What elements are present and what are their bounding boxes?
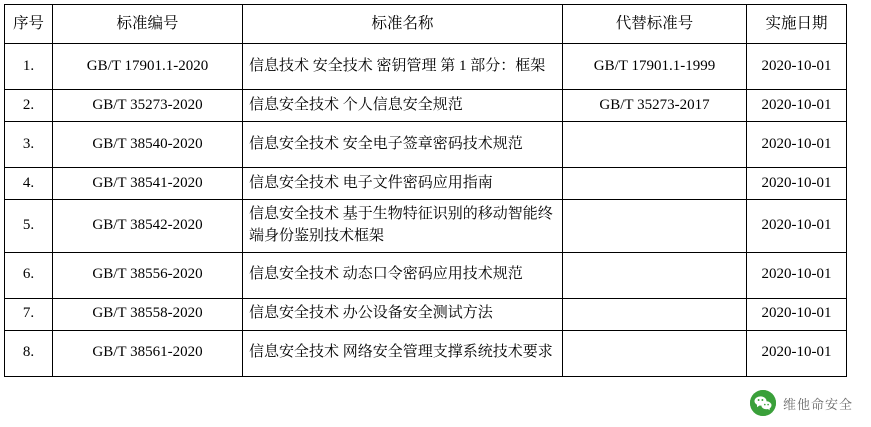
cell-replaced-standard xyxy=(563,298,747,330)
cell-seq: 4. xyxy=(5,168,53,200)
table-row xyxy=(5,298,847,330)
wechat-official-account-icon xyxy=(750,390,776,416)
table-row xyxy=(5,168,847,200)
cell-standard-name: 信息安全技术 动态口令密码应用技术规范 xyxy=(243,252,563,298)
cell-effective-date: 2020-10-01 xyxy=(747,90,847,122)
table-row xyxy=(5,330,847,376)
cell-seq: 3. xyxy=(5,122,53,168)
cell-effective-date: 2020-10-01 xyxy=(747,200,847,253)
cell-effective-date: 2020-10-01 xyxy=(747,330,847,376)
table-row xyxy=(5,200,847,253)
cell-standard-name: 信息安全技术 网络安全管理支撑系统技术要求 xyxy=(243,330,563,376)
cell-seq: 7. xyxy=(5,298,53,330)
cell-seq: 5. xyxy=(5,200,53,253)
cell-standard-name: 信息安全技术 安全电子签章密码技术规范 xyxy=(243,122,563,168)
cell-standard-code: GB/T 38541-2020 xyxy=(53,168,243,200)
cell-replaced-standard xyxy=(563,200,747,253)
cell-standard-code: GB/T 38556-2020 xyxy=(53,252,243,298)
cell-standard-name: 信息技术 安全技术 密钥管理 第 1 部分：框架 xyxy=(243,44,563,90)
cell-standard-code: GB/T 38561-2020 xyxy=(53,330,243,376)
cell-seq: 6. xyxy=(5,252,53,298)
table-row xyxy=(5,90,847,122)
cell-standard-code: GB/T 38540-2020 xyxy=(53,122,243,168)
watermark-label: 维他命安全 xyxy=(782,396,853,412)
cell-replaced-standard xyxy=(563,252,747,298)
cell-standard-code: GB/T 38542-2020 xyxy=(53,200,243,253)
cell-replaced-standard xyxy=(563,122,747,168)
cell-standard-name: 信息安全技术 电子文件密码应用指南 xyxy=(243,168,563,200)
cell-effective-date: 2020-10-01 xyxy=(747,252,847,298)
table-header-row xyxy=(5,5,847,44)
table-row xyxy=(5,44,847,90)
cell-standard-code: GB/T 17901.1-2020 xyxy=(53,44,243,90)
column-header-name: 标准名称 xyxy=(243,5,563,44)
cell-seq: 2. xyxy=(5,90,53,122)
table-row xyxy=(5,122,847,168)
column-header-code: 标准编号 xyxy=(53,5,243,44)
cell-seq: 1. xyxy=(5,44,53,90)
column-header-date: 实施日期 xyxy=(747,5,847,44)
cell-standard-code: GB/T 38558-2020 xyxy=(53,298,243,330)
cell-effective-date: 2020-10-01 xyxy=(747,44,847,90)
cell-replaced-standard xyxy=(563,168,747,200)
cell-seq: 8. xyxy=(5,330,53,376)
cell-replaced-standard xyxy=(563,330,747,376)
table-row xyxy=(5,252,847,298)
cell-replaced-standard: GB/T 17901.1-1999 xyxy=(563,44,747,90)
cell-replaced-standard: GB/T 35273-2017 xyxy=(563,90,747,122)
column-header-seq: 序号 xyxy=(5,5,53,44)
cell-effective-date: 2020-10-01 xyxy=(747,298,847,330)
cell-standard-code: GB/T 35273-2020 xyxy=(53,90,243,122)
cell-effective-date: 2020-10-01 xyxy=(747,122,847,168)
cell-standard-name: 信息安全技术 基于生物特征识别的移动智能终端身份鉴别技术框架 xyxy=(243,200,563,253)
watermark-badge xyxy=(742,385,863,421)
column-header-replace: 代替标准号 xyxy=(563,5,747,44)
cell-standard-name: 信息安全技术 个人信息安全规范 xyxy=(243,90,563,122)
cell-standard-name: 信息安全技术 办公设备安全测试方法 xyxy=(243,298,563,330)
cell-effective-date: 2020-10-01 xyxy=(747,168,847,200)
standards-table xyxy=(4,4,847,377)
